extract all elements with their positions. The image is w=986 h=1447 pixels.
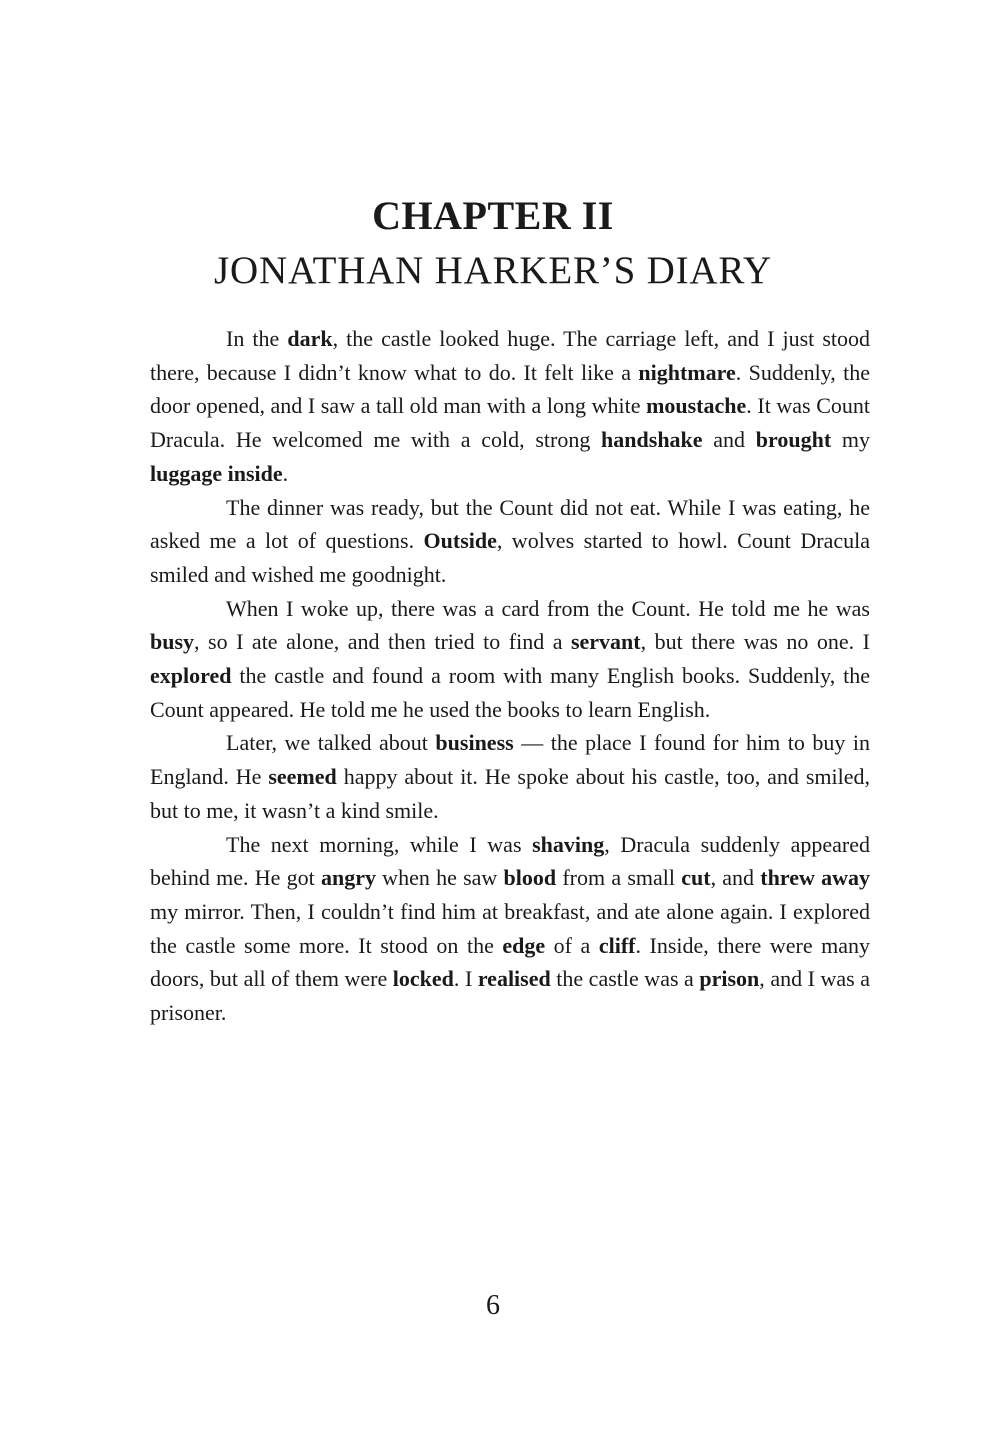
paragraph-text: of a <box>545 932 599 958</box>
glossary-word: business <box>435 730 514 756</box>
paragraph-text: . <box>282 460 289 486</box>
paragraph-text: my <box>831 427 871 453</box>
glossary-word: luggage inside <box>150 460 283 486</box>
paragraph-text: , and I was a prisoner. <box>150 966 870 1026</box>
glossary-word: threw away <box>760 865 870 891</box>
page-number: 6 <box>486 1290 500 1321</box>
glossary-word: seemed <box>268 764 337 790</box>
glossary-word: cut <box>681 865 711 891</box>
paragraph-text: , so I ate alone, and then tried to find a <box>194 629 571 655</box>
glossary-word: busy <box>150 629 195 655</box>
glossary-word: brought <box>755 427 832 453</box>
chapter-subtitle: JONATHAN HARKER’S DIARY <box>214 249 772 292</box>
paragraph-text: , Dracula suddenly appeared behind me. He got <box>150 831 870 891</box>
paragraph-text: happy about it. He spoke about his castle, too, and smiled, but to me, it wasn’t a kind smile. <box>150 764 871 823</box>
paragraph <box>150 592 870 727</box>
paragraph-text: The next morning, while I was <box>226 831 533 857</box>
glossary-word: Outside <box>423 528 497 554</box>
paragraph <box>150 828 870 1030</box>
paragraph-text: my mirror. Then, I couldn’t find him at breakfast, and ate alone again. I explored the castle some more. It stood on the <box>150 898 870 958</box>
glossary-word: explored <box>150 663 232 689</box>
paragraph-text: . I <box>453 966 478 992</box>
paragraph-text: and <box>702 427 756 453</box>
paragraph-text: from a small <box>556 865 682 891</box>
paragraph-text: — the place I found for him to buy in England. He <box>150 730 870 790</box>
glossary-word: dark <box>287 326 333 351</box>
paragraph-text: , the castle looked huge. The carriage left, and I just stood there, because I didn’t know what to do. It felt like a <box>150 326 871 385</box>
paragraph-text: the castle was a <box>550 966 700 992</box>
glossary-word: blood <box>503 865 557 891</box>
paragraph-text: the castle and found a room with many English books. Suddenly, the Count appeared. He told me he used the books to learn English. <box>150 663 870 722</box>
glossary-word: locked <box>392 966 454 992</box>
glossary-word: servant <box>570 629 641 655</box>
glossary-word: nightmare <box>638 359 736 385</box>
paragraph-text: when he saw <box>375 865 504 891</box>
paragraph-text: The dinner was ready, but the Count did not eat. While I was eating, he asked me a lot of questions. <box>150 494 870 554</box>
paragraph-text: , and <box>710 865 761 891</box>
paragraph-text: . Inside, there were many doors, but all of them were <box>150 932 870 992</box>
glossary-word: edge <box>502 932 546 958</box>
glossary-word: moustache <box>646 393 747 419</box>
paragraph <box>150 726 870 827</box>
glossary-word: realised <box>477 966 551 992</box>
paragraph-text: In the <box>226 326 288 351</box>
paragraph-text: Later, we talked about <box>226 730 436 756</box>
paragraph-text: . Suddenly, the door opened, and I saw a tall old man with a long white <box>150 359 871 419</box>
glossary-word: handshake <box>601 427 703 453</box>
paragraph-text: , wolves started to howl. Count Dracula smiled and wished me goodnight. <box>150 528 870 587</box>
paragraph <box>150 322 870 491</box>
glossary-word: prison <box>699 966 760 992</box>
paragraph-text: . It was Count Dracula. He welcomed me with a cold, strong <box>150 393 870 453</box>
paragraph <box>150 491 870 592</box>
glossary-word: cliff <box>598 932 636 958</box>
paragraph-text: When I woke up, there was a card from the Count. He told me he was <box>226 595 870 621</box>
paragraph-text: , but there was no one. I <box>640 629 870 655</box>
body-text <box>150 322 870 1030</box>
chapter-title: CHAPTER II <box>372 193 614 238</box>
glossary-word: shaving <box>532 831 605 857</box>
glossary-word: angry <box>320 865 376 891</box>
